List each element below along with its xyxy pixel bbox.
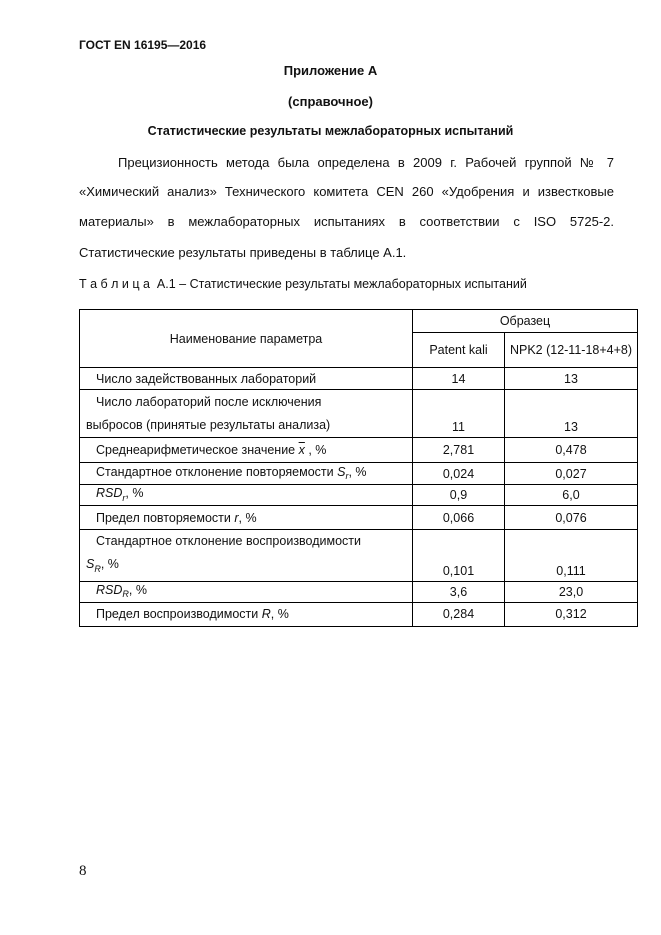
row-name-unit: , % xyxy=(125,486,144,501)
row-name-unit: , % xyxy=(128,582,147,597)
row-name-text: Предел воспроизводимости xyxy=(96,607,259,621)
table-row xyxy=(80,485,638,506)
row-name-line-2: выбросов (принятые результаты анализа) xyxy=(86,417,331,432)
symbol-subscript: r xyxy=(122,492,126,503)
row-value-b: 6,0 xyxy=(505,485,638,506)
table-caption: Т а б л и ц а А.1 – Статистические результаты межлабораторных испытаний xyxy=(79,277,527,291)
section-title: Статистические результаты межлабораторных испытаний xyxy=(147,124,514,138)
row-name-line-1: Число лабораторий после исключения xyxy=(96,394,322,409)
row-value-b: 0,312 xyxy=(505,602,638,626)
row-value-b: 23,0 xyxy=(505,581,638,602)
row-value-b: 0,111 xyxy=(505,530,638,582)
table-row xyxy=(80,368,638,390)
table-row xyxy=(80,463,638,485)
row-value-b: 13 xyxy=(505,368,638,390)
symbol: RSD xyxy=(96,486,123,501)
row-value-a: 3,6 xyxy=(413,581,505,602)
row-value-a: 0,9 xyxy=(413,485,505,506)
row-value-b: 0,027 xyxy=(505,463,638,485)
row-value-a: 0,024 xyxy=(413,463,505,485)
mean-symbol: $\overline{x}$ xyxy=(298,443,305,457)
row-name-text: Среднеарифметическое значение xyxy=(96,443,296,457)
row-name xyxy=(80,438,413,463)
row-name xyxy=(80,581,413,602)
row-name xyxy=(80,602,413,626)
table-row xyxy=(80,438,638,463)
statistics-table xyxy=(79,309,638,627)
document-header: ГОСТ EN 16195—2016 xyxy=(79,38,207,52)
symbol-subscript: R xyxy=(94,563,101,574)
symbol: S xyxy=(337,464,346,479)
paragraph-line-4: Статистические результаты приведены в таблице А.1. xyxy=(79,245,407,260)
symbol-subscript: R xyxy=(122,589,129,600)
symbol: r xyxy=(234,510,239,525)
row-name-text: Предел повторяемости xyxy=(96,510,231,525)
header-col-patent-kali: Patent kali xyxy=(413,333,505,368)
symbol: R xyxy=(261,607,271,621)
row-name xyxy=(80,530,413,582)
paragraph-line-2: «Химический анализ» Технического комитета CEN 260 «Удобрения и известковые xyxy=(79,184,614,199)
table-row xyxy=(80,530,638,582)
row-value-a: 11 xyxy=(413,390,505,438)
row-name-unit: , % xyxy=(238,510,257,525)
header-sample: Образец xyxy=(413,310,638,333)
row-name-line-1: Стандартное отклонение воспроизводимости xyxy=(96,534,362,548)
paragraph-line-1: Прецизионность метода была определена в 2009 г. Рабочей группой № 7 xyxy=(118,155,614,170)
row-value-b: 0,076 xyxy=(505,506,638,530)
row-name-unit: , % xyxy=(270,607,289,621)
row-name-text: Стандартное отклонение повторяемости xyxy=(96,464,334,479)
paragraph-line-3: материалы» в межлабораторных испытаниях в соответствии с ISO 5725-2. xyxy=(79,214,614,229)
row-name: Число задействованных лабораторий xyxy=(80,368,413,390)
symbol-subscript: r xyxy=(345,471,349,482)
row-name xyxy=(80,485,413,506)
appendix-subtitle: (справочное) xyxy=(288,94,373,109)
row-name xyxy=(80,390,413,438)
row-name-unit: , % xyxy=(100,557,119,571)
row-name xyxy=(80,506,413,530)
row-name-unit: , % xyxy=(348,464,367,479)
appendix-title: Приложение А xyxy=(283,63,378,78)
page-number: 8 xyxy=(79,863,87,879)
symbol: S xyxy=(86,557,95,571)
table-row xyxy=(80,390,638,438)
row-name xyxy=(80,463,413,485)
row-name-unit: , % xyxy=(308,443,327,457)
table-row xyxy=(80,602,638,626)
header-col-npk2: NPK2 (12-11-18+4+8) xyxy=(505,333,638,368)
header-parameter: Наименование параметра xyxy=(80,310,413,368)
row-value-a: 2,781 xyxy=(413,438,505,463)
row-value-a: 0,284 xyxy=(413,602,505,626)
row-value-a: 0,066 xyxy=(413,506,505,530)
row-value-a: 0,101 xyxy=(413,530,505,582)
row-value-b: 0,478 xyxy=(505,438,638,463)
table-row xyxy=(80,506,638,530)
table-row xyxy=(80,581,638,602)
row-value-b: 13 xyxy=(505,390,638,438)
symbol: RSD xyxy=(96,582,123,597)
row-value-a: 14 xyxy=(413,368,505,390)
row-name-line-2 xyxy=(80,553,412,581)
